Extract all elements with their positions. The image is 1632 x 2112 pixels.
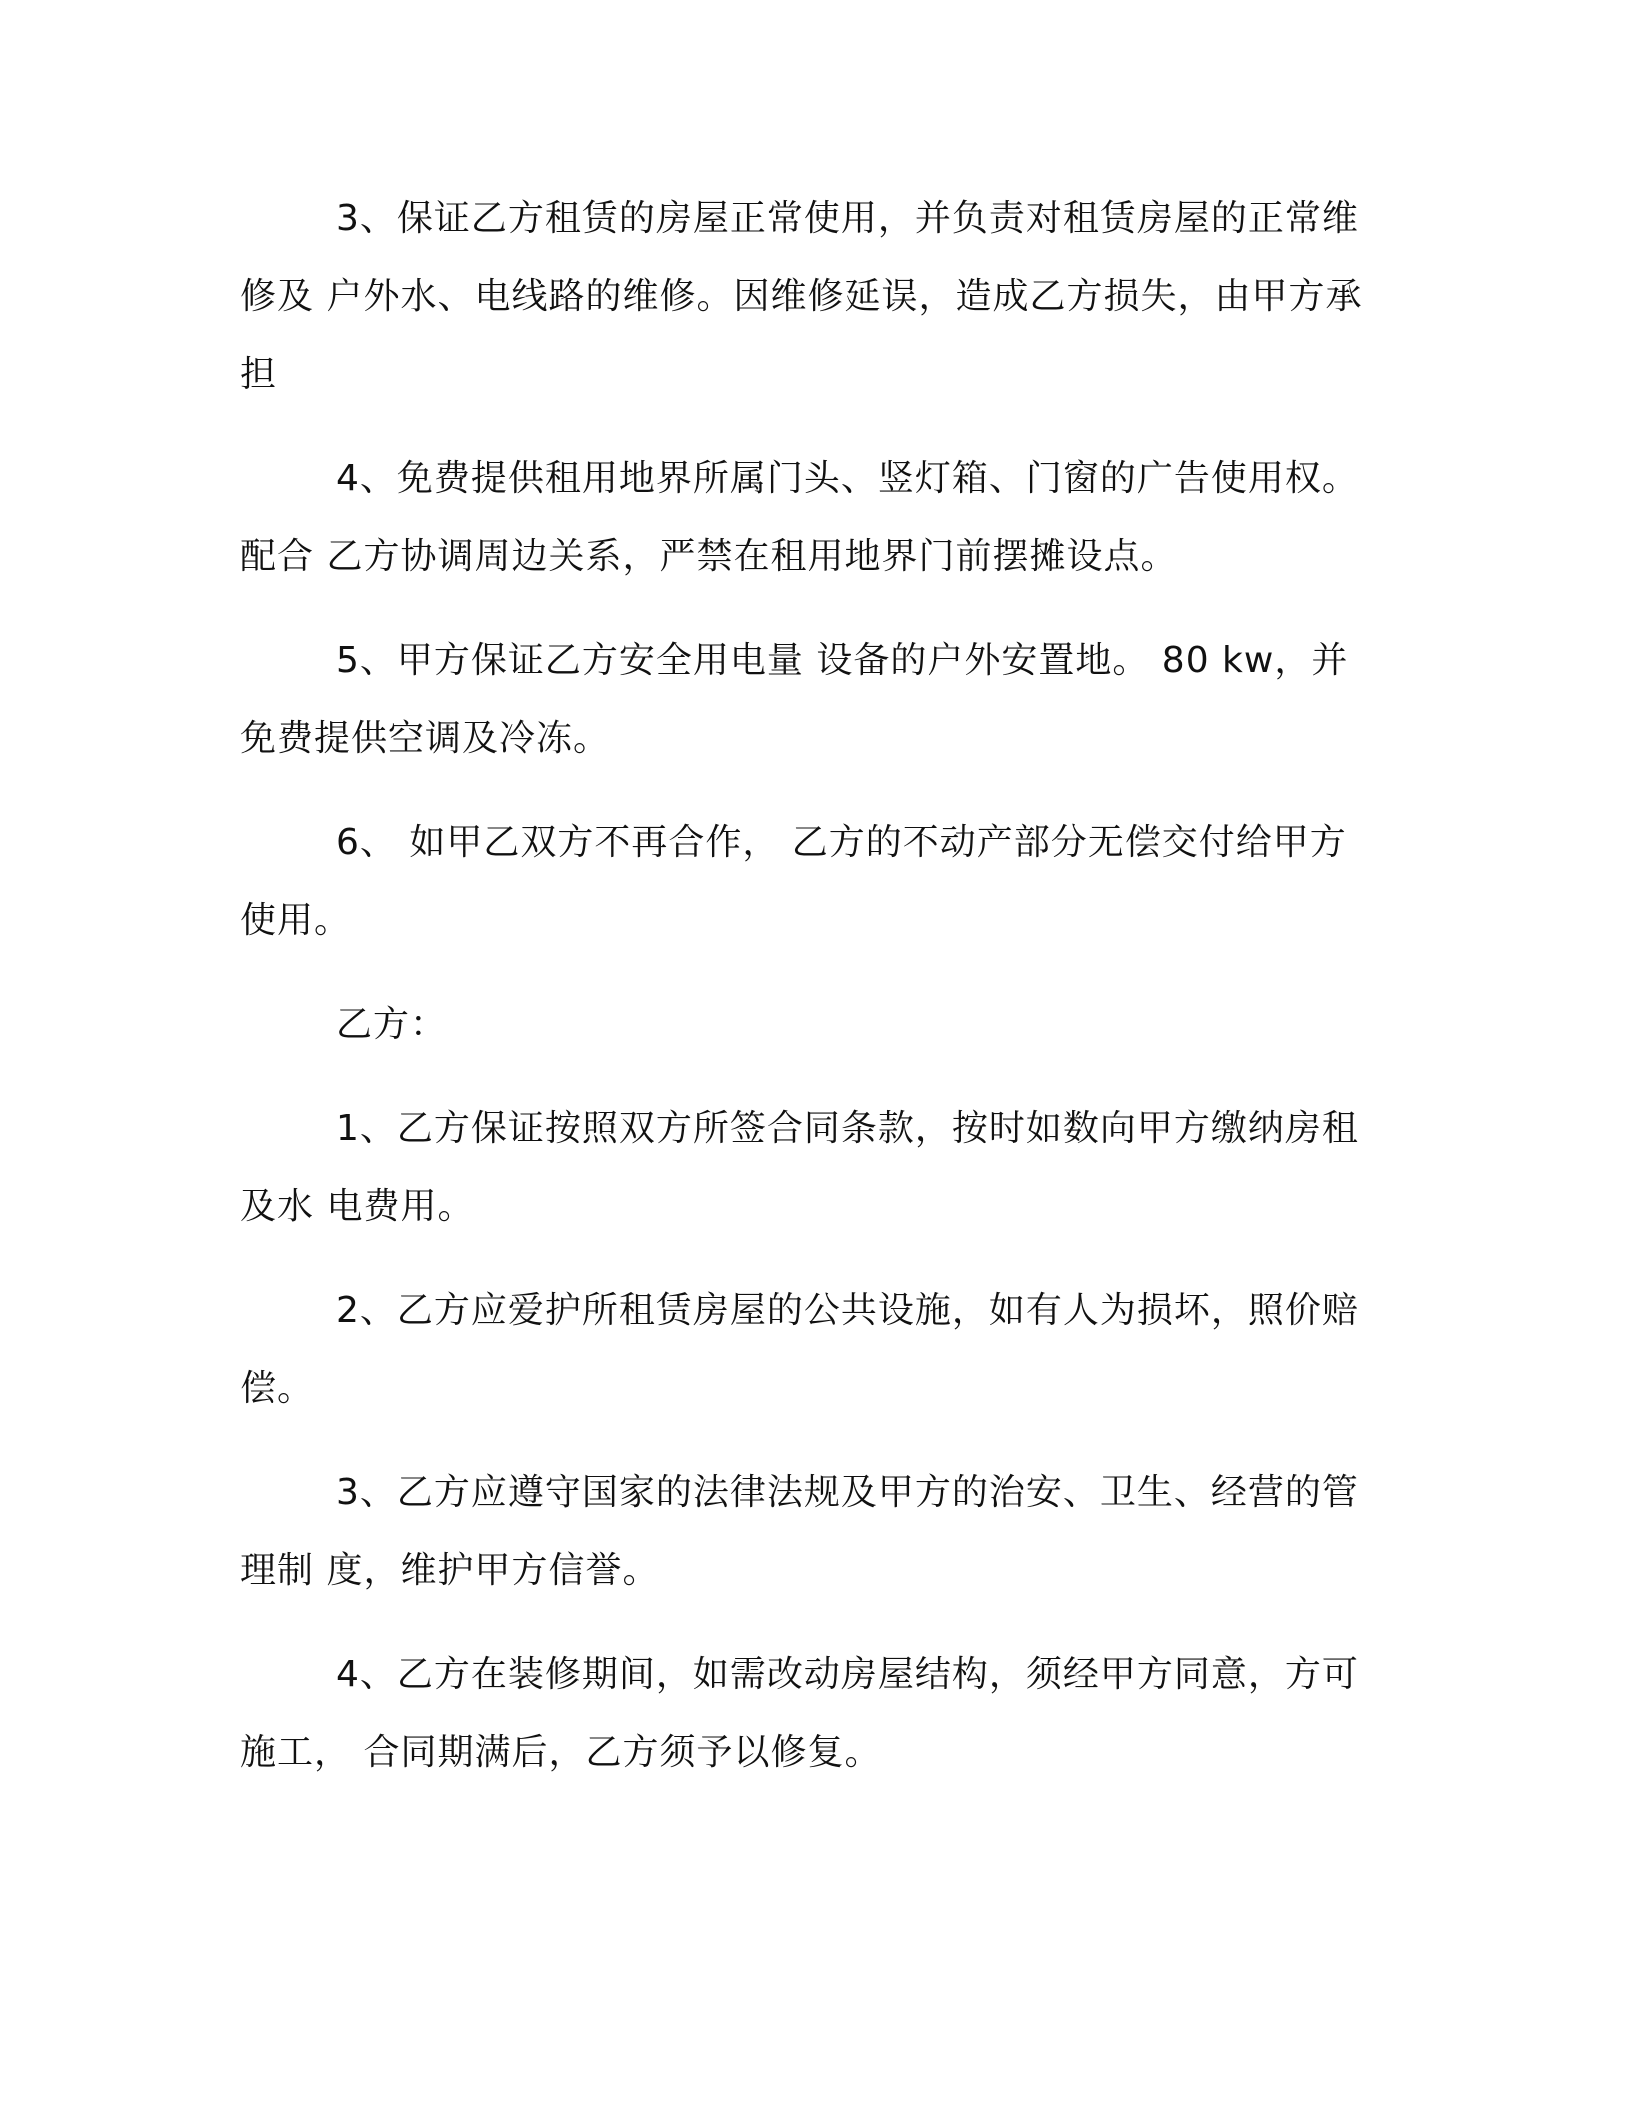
clause-party-a-3: 3、保证乙方租赁的房屋正常使用，并负责对租赁房屋的正常维修及 户外水、电线路的维修。因维修延误，造成乙方损失，由甲方承担 [240, 198, 1363, 395]
clause-party-b-4: 4、乙方在装修期间，如需改动房屋结构，须经甲方同意，方可施工， 合同期满后，乙方须予以修复。 [240, 1654, 1359, 1773]
clause-party-b-2: 2、乙方应爱护所租赁房屋的公共设施，如有人为损坏，照价赔偿。 [240, 1290, 1359, 1409]
clause-party-a-6: 6、 如甲乙双方不再合作， 乙方的不动产部分无偿交付给甲方使用。 [240, 822, 1347, 941]
document-body [240, 180, 1380, 1818]
party-b-heading: 乙方： [336, 1004, 448, 1045]
clause-party-b-3: 3、乙方应遵守国家的法律法规及甲方的治安、卫生、经营的管理制 度，维护甲方信誉。 [240, 1472, 1359, 1591]
clause-party-a-5: 5、甲方保证乙方安全用电量 设备的户外安置地。 80 kw，并免费提供空调及冷冻。 [240, 640, 1349, 759]
clause-party-a-4: 4、免费提供租用地界所属门头、竖灯箱、门窗的广告使用权。配合 乙方协调周边关系，严禁在租用地界门前摆摊设点。 [240, 458, 1359, 577]
clause-party-b-1: 1、乙方保证按照双方所签合同条款，按时如数向甲方缴纳房租及水 电费用。 [240, 1108, 1359, 1227]
